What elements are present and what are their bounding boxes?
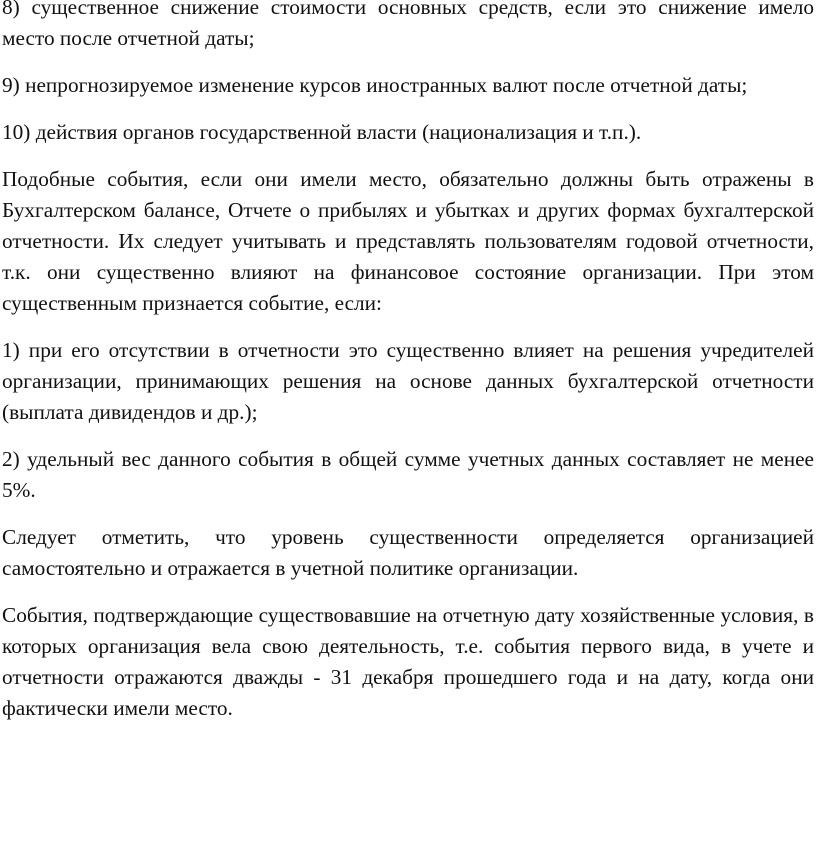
paragraph-criterion-1: 1) при его отсутствии в отчетности это существенно влияет на решения учредителей организации, принимающих решения на основе данных бухгалтерской отчетности (выплата дивидендов и др.); (2, 338, 814, 424)
paragraph-item-10: 10) действия органов государственной власти (национализация и т.п.). (2, 120, 642, 144)
paragraph-criterion-2: 2) удельный вес данного события в общей сумме учетных данных составляет не менее 5%. (2, 447, 814, 502)
paragraph-item-9: 9) непрогнозируемое изменение курсов иностранных валют после отчетной даты; (2, 73, 748, 97)
paragraph-first-type-events: События, подтверждающие существовавшие на отчетную дату хозяйственные условия, в которых организация вела свою деятельность, т.е. события первого вида, в учете и отчетности отражаются дважды - 31 декабря прошедшего года и на дату, когда они фактически имели место. (2, 603, 814, 720)
paragraph-materiality-note: Следует отметить, что уровень существенности определяется организацией самостоятельно и отражается в учетной политике организации. (2, 525, 814, 580)
paragraph-item-8: 8) существенное снижение стоимости основных средств, если это снижение имело место после отчетной даты; (2, 0, 814, 50)
paragraph-significant-events: Подобные события, если они имели место, обязательно должны быть отражены в Бухгалтерском балансе, Отчете о прибылях и убытках и других формах бухгалтерской отчетности. Их следует учитывать и представлять пользователям годовой отчетности, т.к. они существенно влияют на финансовое состояние организации. При этом существенным признается событие, если: (2, 167, 814, 315)
